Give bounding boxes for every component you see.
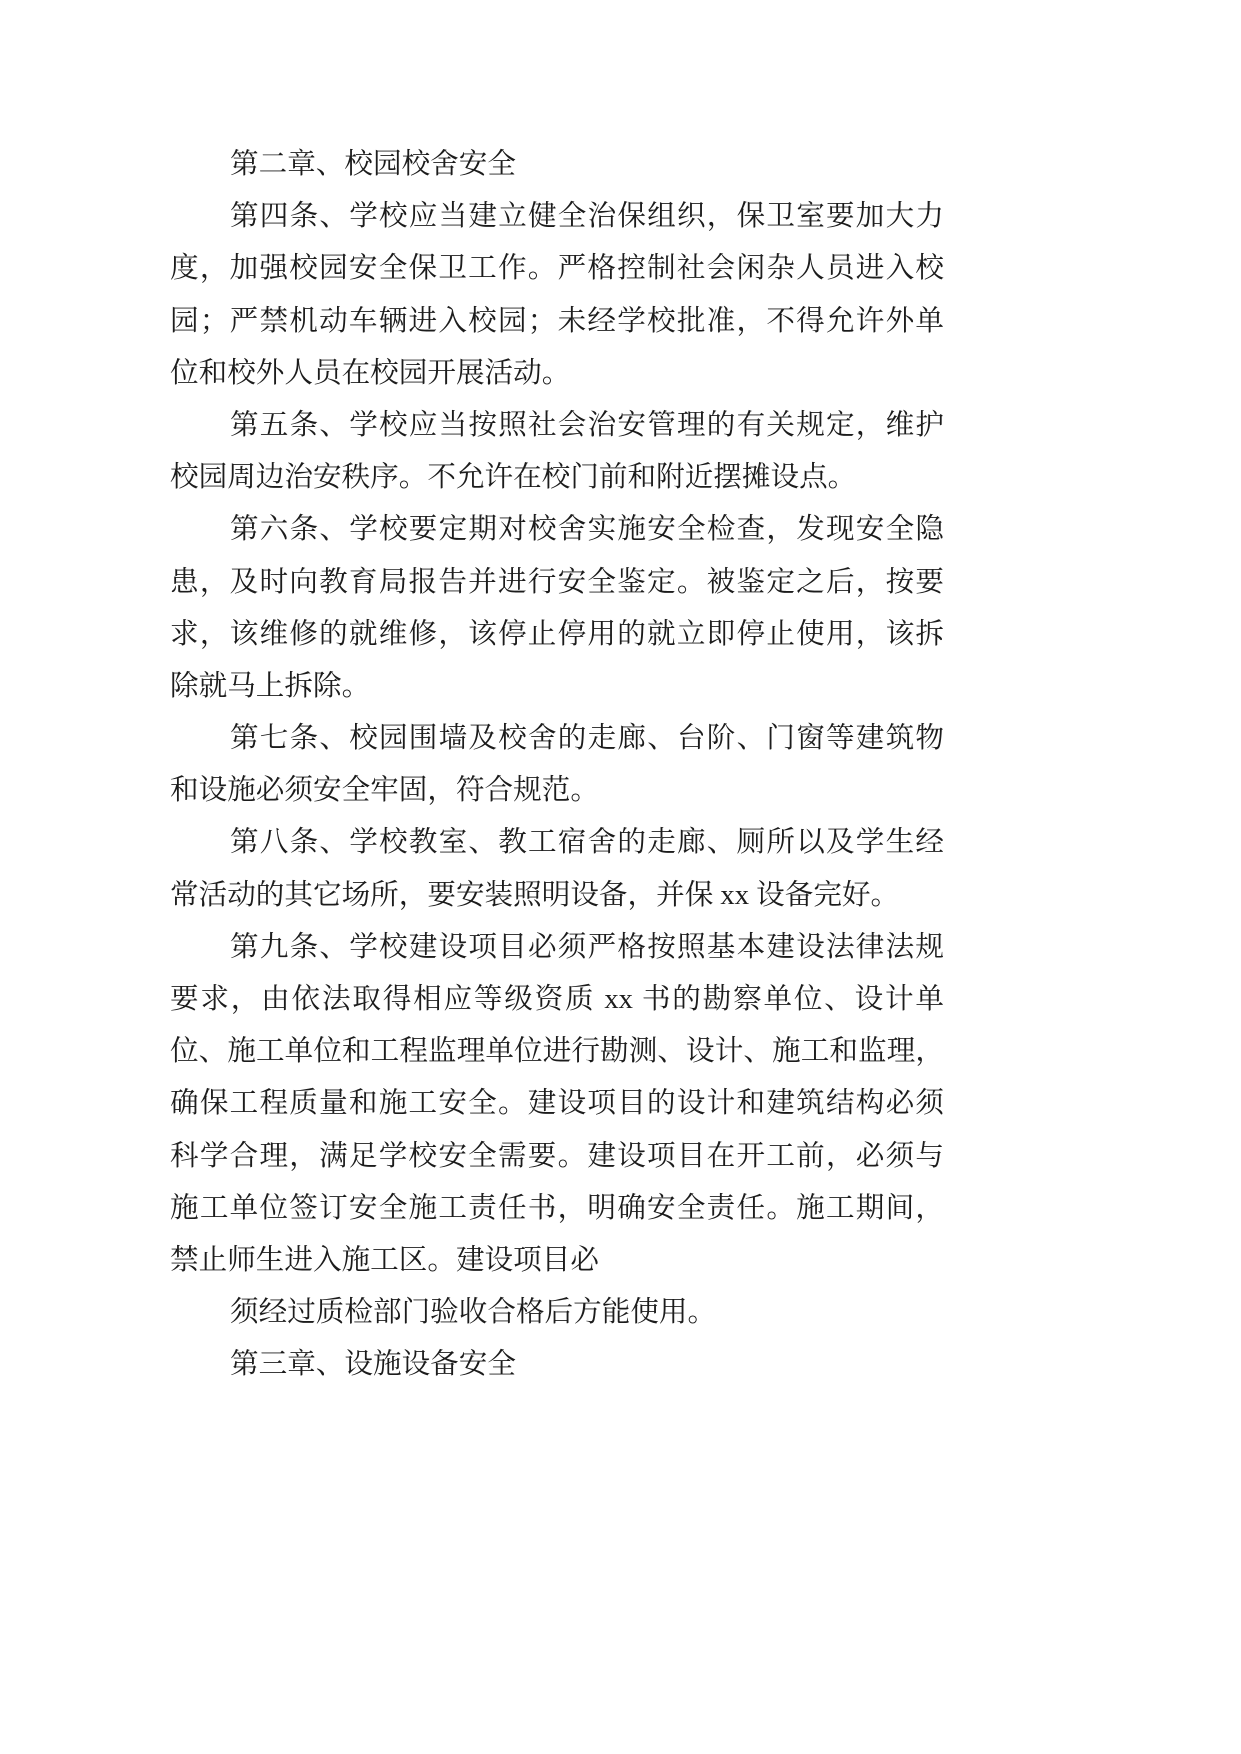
text-line: 位、施工单位和工程监理单位进行勘测、设计、施工和监理，: [170, 1036, 944, 1068]
chapter-heading: [170, 1339, 944, 1391]
text-line: 要求，由依法取得相应等级资质 xx 书的勘察单位、设计单: [170, 984, 944, 1015]
article-5-paragraph: [170, 400, 944, 504]
text-line: 度，加强校园安全保卫工作。严格控制社会闲杂人员进入校: [170, 253, 944, 285]
text-line: 第八条、学校教室、教工宿舍的走廊、厕所以及学生经: [230, 827, 944, 859]
text-line: 患，及时向教育局报告并进行安全鉴定。被鉴定之后，按要: [170, 566, 944, 598]
chapter-two-title: 第二章、校园校舍安全: [230, 149, 516, 180]
text-line: 第七条、校园围墙及校舍的走廊、台阶、门窗等建筑物: [230, 723, 944, 755]
text-line: 和设施必须安全牢固，符合规范。: [170, 775, 599, 807]
article-9-paragraph: [170, 922, 944, 1287]
text-line: 第六条、学校要定期对校舍实施安全检查，发现安全隐: [230, 514, 944, 546]
text-line: 确保工程质量和施工安全。建设项目的设计和建筑结构必须: [170, 1088, 944, 1120]
article-8-paragraph: [170, 817, 944, 921]
text-line: 禁止师生进入施工区。建设项目必: [170, 1244, 599, 1276]
chapter-heading: [170, 139, 944, 191]
text-line: 位和校外人员在校园开展活动。: [170, 357, 571, 389]
text-line: 施工单位签订安全施工责任书，明确安全责任。施工期间，: [170, 1192, 944, 1224]
article-9-continued-paragraph: [170, 1287, 944, 1339]
text-line: 科学合理，满足学校安全需要。建设项目在开工前，必须与: [170, 1140, 944, 1172]
text-line: 校园周边治安秩序。不允许在校门前和附近摆摊设点。: [170, 462, 857, 494]
chapter-three-title: 第三章、设施设备安全: [230, 1349, 516, 1381]
text-line: 第五条、学校应当按照社会治安管理的有关规定，维护: [230, 409, 944, 441]
text-line: 园；严禁机动车辆进入校园；未经学校批准，不得允许外单: [170, 305, 944, 337]
text-line: 除就马上拆除。: [170, 670, 371, 702]
text-line: 须经过质检部门验收合格后方能使用。: [230, 1297, 717, 1329]
text-line: 常活动的其它场所，要安装照明设备，并保 xx 设备完好。: [170, 879, 900, 911]
text-line: 求，该维修的就维修，该停止停用的就立即停止使用，该拆: [170, 618, 944, 650]
text-line: 第九条、学校建设项目必须严格按照基本建设法律法规: [230, 931, 944, 963]
article-6-paragraph: [170, 504, 944, 713]
article-4-paragraph: [170, 191, 944, 400]
article-7-paragraph: [170, 713, 944, 817]
text-line: 第四条、学校应当建立健全治保组织，保卫室要加大力: [230, 201, 944, 233]
document-body: [170, 139, 944, 1392]
